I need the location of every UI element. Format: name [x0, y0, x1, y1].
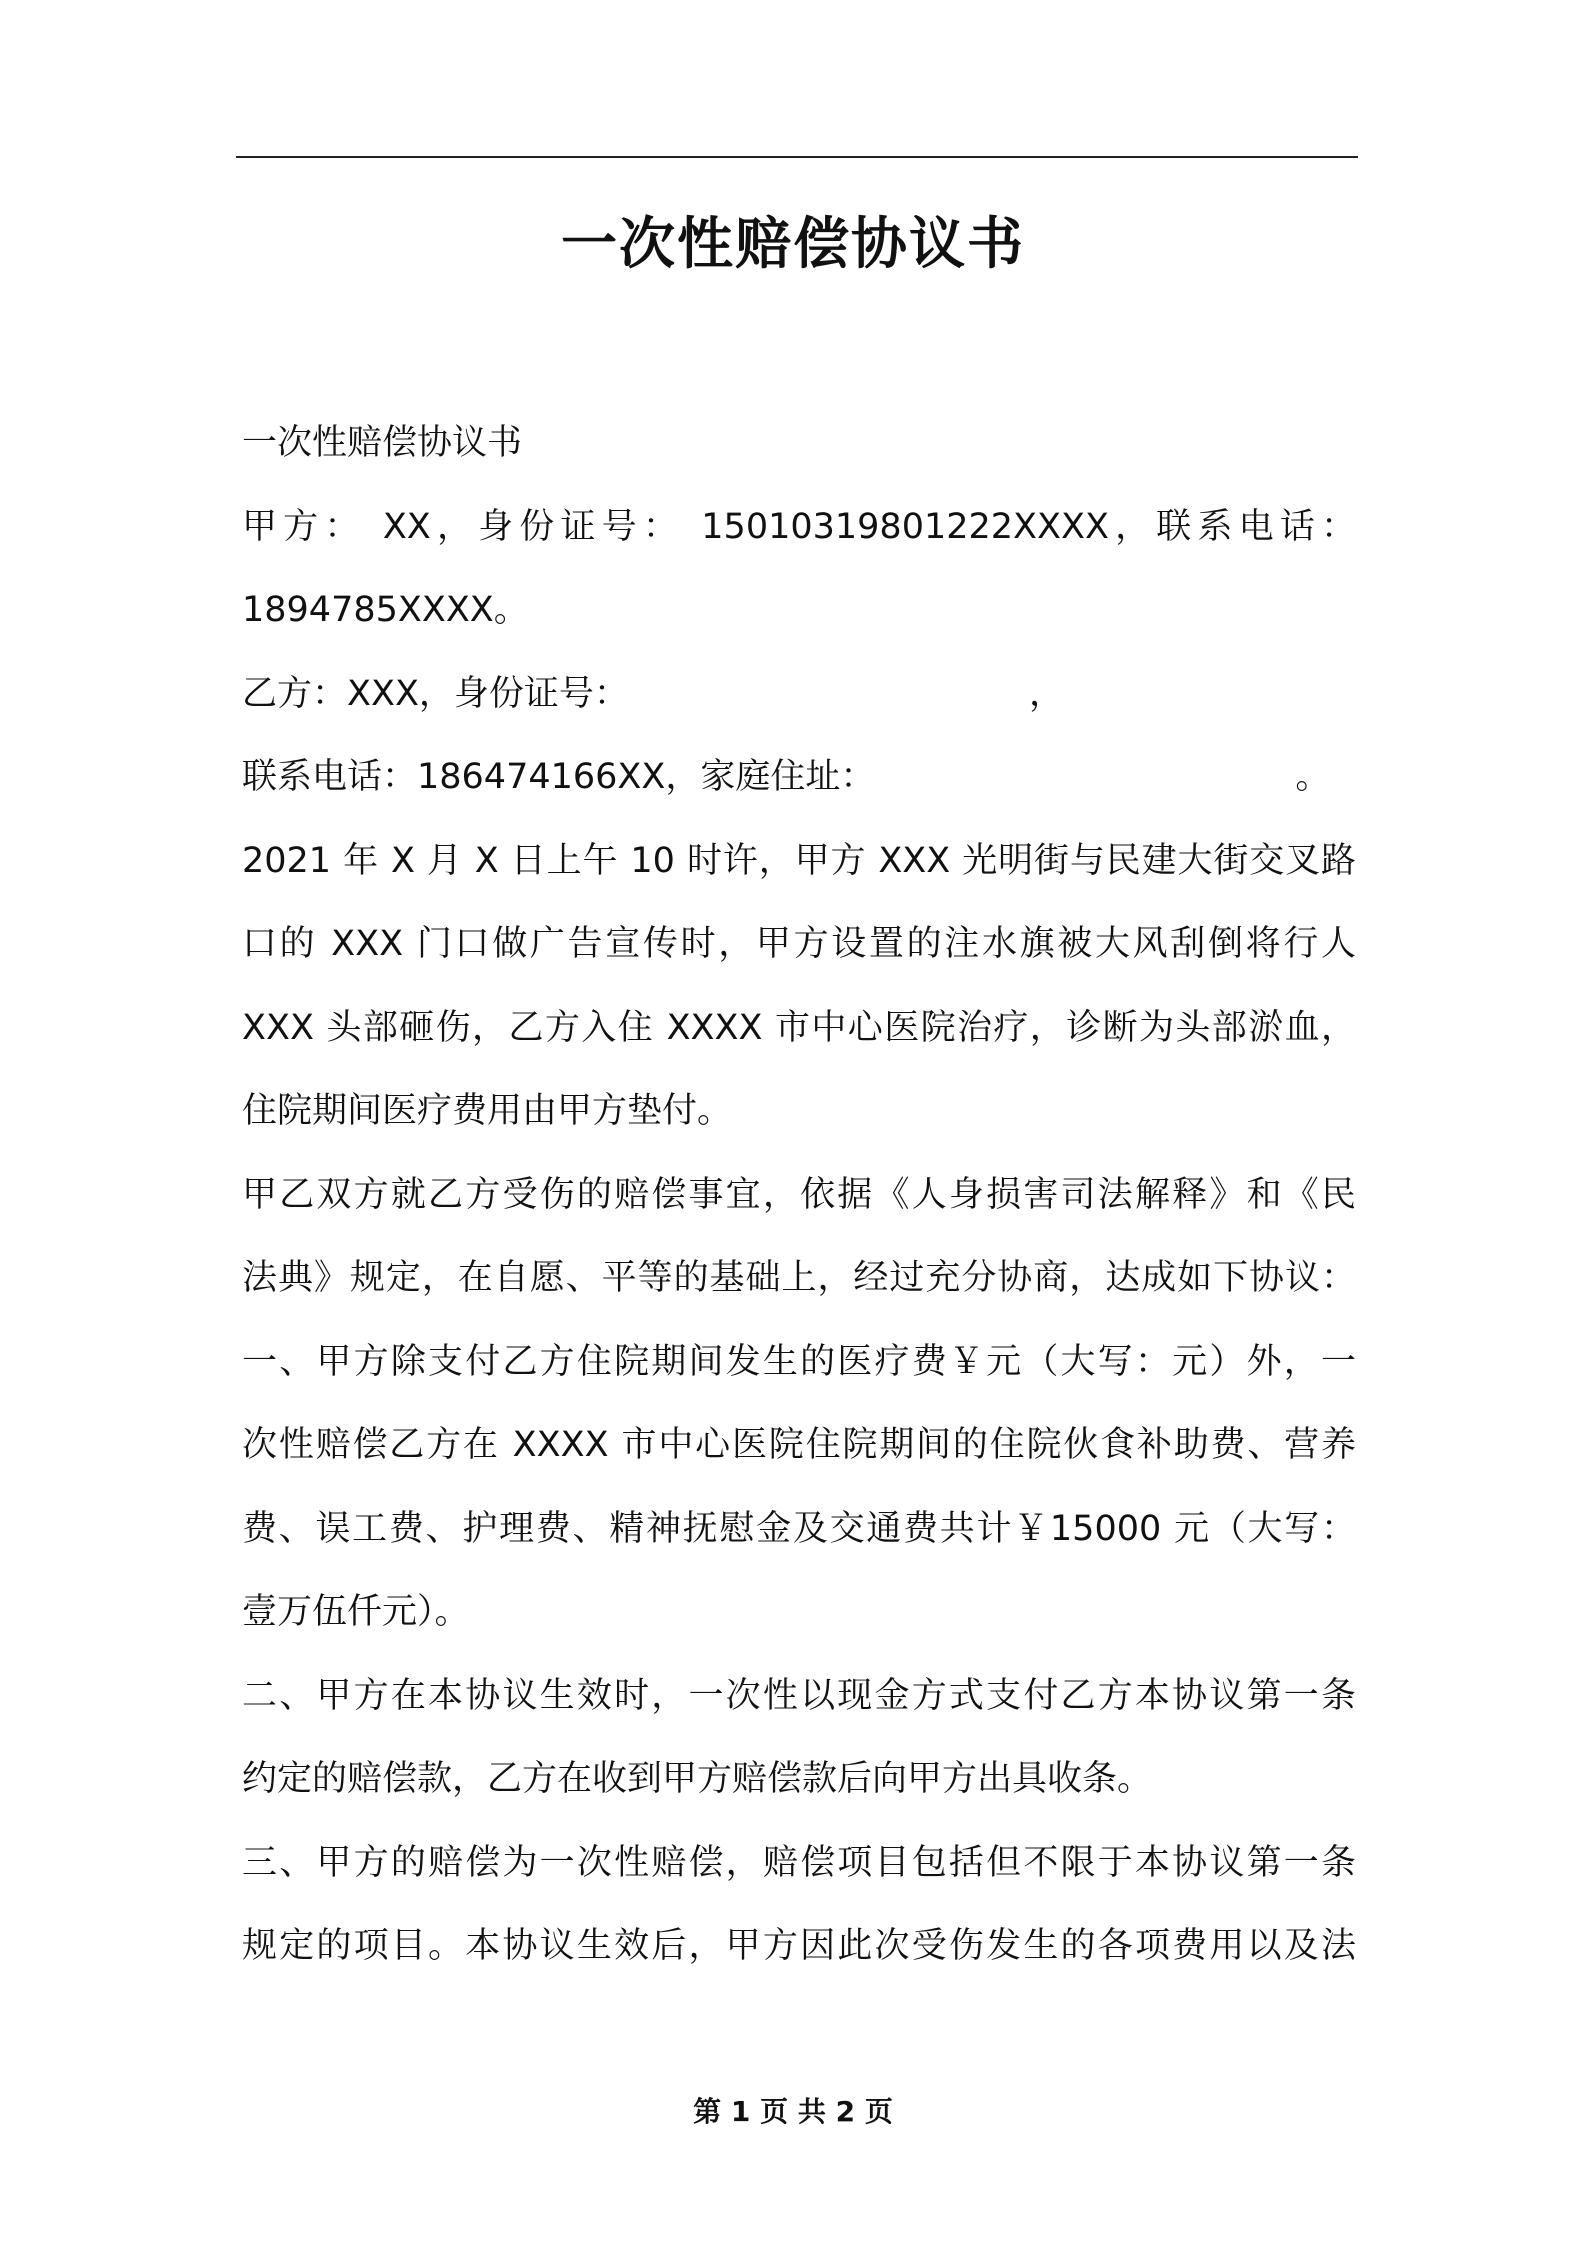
party-b-address-label: 联系电话：186474166XX，家庭住址：	[242, 757, 876, 797]
subtitle-line: 一次性赔偿协议书	[242, 423, 523, 463]
clause-line: 费、误工费、护理费、精神抚慰金及交通费共计￥15000 元（大写：	[242, 1508, 1356, 1549]
party-b-contact-line	[242, 736, 1356, 820]
clause-line: 规定的项目。本协议生效后，甲方因此次受伤发生的各项费用以及法	[242, 1926, 1356, 1966]
clause-line: 二、甲方在本协议生效时，一次性以现金方式支付乙方本协议第一条	[242, 1675, 1356, 1716]
clause-line: 壹万伍仟元）。	[242, 1592, 470, 1632]
paragraph-line: 甲乙双方就乙方受伤的赔偿事宜，依据《人身损害司法解释》和《民	[242, 1174, 1356, 1215]
party-b-address-end: 。	[1295, 757, 1331, 797]
document-body	[242, 402, 1356, 1989]
paragraph-line: 口的 XXX 门口做广告宣传时，甲方设置的注水旗被大风刮倒将行人	[242, 924, 1356, 964]
paragraph-line: 2021 年 X 月 X 日上午 10 时许，甲方 XXX 光明街与民建大街交叉路	[242, 840, 1356, 881]
header-rule	[236, 156, 1358, 158]
clause-line: 次性赔偿乙方在 XXXX 市中心医院住院期间的住院伙食补助费、营养	[242, 1425, 1356, 1465]
paragraph-line: 住院期间医疗费用由甲方垫付。	[242, 1091, 733, 1131]
party-a-line: 甲方： XX，身份证号： 15010319801222XXXX，联系电话：	[242, 506, 1356, 547]
party-b-id-label: 乙方：XXX，身份证号：	[242, 673, 629, 714]
paragraph-line: 法典》规定，在自愿、平等的基础上，经过充分协商，达成如下协议：	[242, 1258, 1356, 1298]
party-a-phone-line: 1894785XXXX。	[242, 590, 529, 630]
clause-line: 一、甲方除支付乙方住院期间发生的医疗费￥元（大写：元）外，一	[242, 1341, 1356, 1382]
party-b-line	[242, 653, 1356, 737]
page-number: 第 1 页 共 2 页	[693, 2095, 893, 2128]
party-b-id-end: ，	[1028, 673, 1064, 714]
clause-line: 约定的赔偿款，乙方在收到甲方赔偿款后向甲方出具收条。	[242, 1759, 1153, 1799]
document-title: 一次性赔偿协议书	[561, 212, 1025, 277]
clause-line: 三、甲方的赔偿为一次性赔偿，赔偿项目包括但不限于本协议第一条	[242, 1842, 1356, 1883]
paragraph-line: XXX 头部砸伤，乙方入住 XXXX 市中心医院治疗，诊断为头部淤血，	[242, 1007, 1356, 1048]
